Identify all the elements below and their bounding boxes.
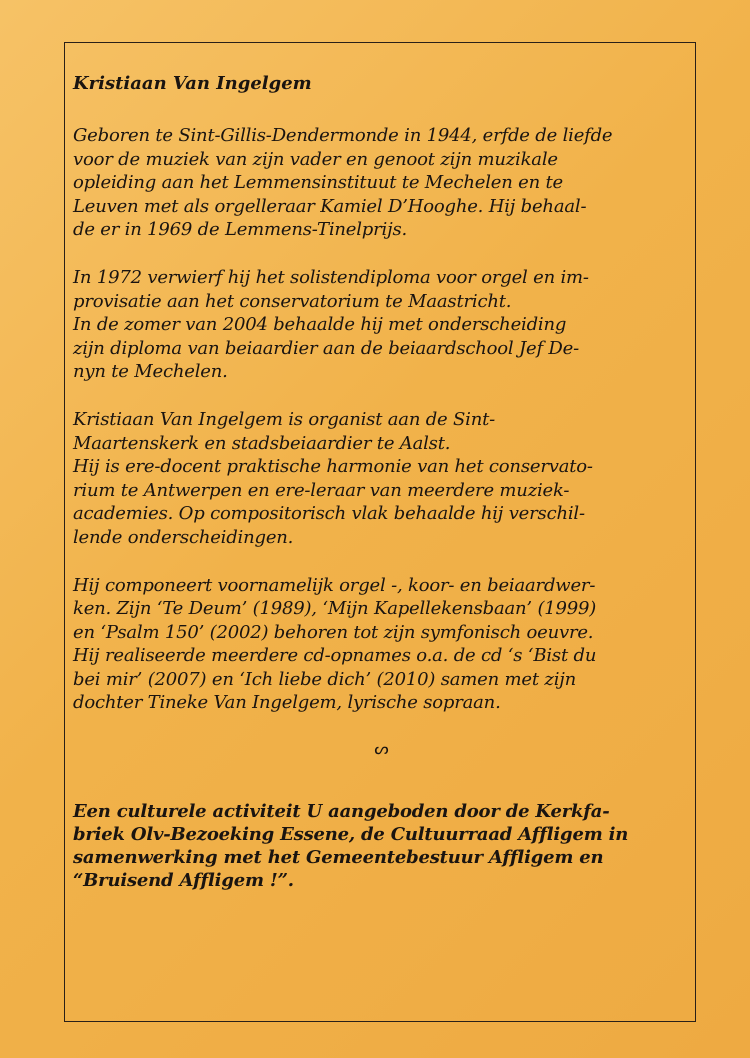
text-line: Maartenskerk en stadsbeiaardier te Aalst. xyxy=(73,432,451,454)
document-body xyxy=(73,72,688,892)
paragraph-birth-education xyxy=(73,124,688,242)
text-line: Hij componeert voornamelijk orgel -, koor- en beiaardwer- xyxy=(73,574,596,596)
text-line: en ‘Psalm 150’ (2002) behoren tot zijn symfonisch oeuvre. xyxy=(73,621,594,643)
text-line: ken. Zijn ‘Te Deum’ (1989), ‘Mijn Kapellekensbaan’ (1999) xyxy=(73,598,597,620)
text-line: Hij is ere-docent praktische harmonie van het conservato- xyxy=(73,456,593,478)
text-line: academies. Op compositorisch vlak behaalde hij verschil- xyxy=(73,503,585,525)
paragraph-compositions xyxy=(73,574,688,716)
text-line: In 1972 verwierf hij het solistendiploma voor orgel en im- xyxy=(73,266,589,288)
text-line: de er in 1969 de Lemmens-Tinelprijs. xyxy=(73,219,408,241)
text-line: Hij realiseerde meerdere cd-opnames o.a. de cd ‘s ‘Bist du xyxy=(73,645,597,667)
text-line: “Bruisend Affligem !”. xyxy=(73,870,294,892)
text-line: zijn diploma van beiaardier aan de beiaardschool Jef De- xyxy=(73,337,580,359)
text-line: provisatie aan het conservatorium te Maastricht. xyxy=(73,290,512,312)
text-line: In de zomer van 2004 behaalde hij met onderscheiding xyxy=(73,314,567,336)
text-line: bei mir’ (2007) en ‘Ich liebe dich’ (2010) samen met zijn xyxy=(73,668,577,690)
text-line: opleiding aan het Lemmensinstituut te Mechelen en te xyxy=(73,172,563,194)
closing-statement xyxy=(73,800,688,892)
paragraph-diplomas xyxy=(73,266,688,384)
text-line: voor de muziek van zijn vader en genoot zijn muzikale xyxy=(73,148,558,170)
text-line: Leuven met als orgelleraar Kamiel D’Hooghe. Hij behaal- xyxy=(73,195,587,217)
ornament-flourish-icon: ᔕ xyxy=(374,739,389,759)
text-line: lende onderscheidingen. xyxy=(73,526,294,548)
paragraph-positions xyxy=(73,408,688,550)
text-line: Kristiaan Van Ingelgem is organist aan de Sint- xyxy=(73,408,496,430)
document-heading: Kristiaan Van Ingelgem xyxy=(73,73,312,94)
text-line: dochter Tineke Van Ingelgem, lyrische sopraan. xyxy=(73,692,501,714)
text-line: Een culturele activiteit U aangeboden door de Kerkfa- xyxy=(73,801,610,823)
text-line: Geboren te Sint-Gillis-Dendermonde in 1944, erfde de liefde xyxy=(73,125,613,146)
text-line: samenwerking met het Gemeentebestuur Affligem en xyxy=(73,847,604,869)
text-line: rium te Antwerpen en ere-leraar van meerdere muziek- xyxy=(73,479,570,501)
text-line: nyn te Mechelen. xyxy=(73,361,228,383)
text-line: briek Olv-Bezoeking Essene, de Cultuurraad Affligem in xyxy=(73,824,629,846)
